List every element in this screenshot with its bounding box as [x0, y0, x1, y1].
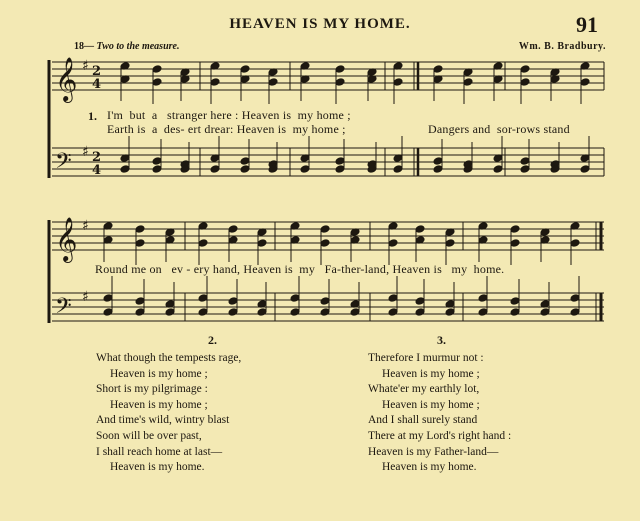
note-head	[335, 78, 345, 87]
note-head	[240, 65, 250, 74]
note-head	[510, 239, 520, 248]
page-number: 91	[576, 12, 598, 37]
treble-clef-icon: 𝄞	[55, 57, 78, 101]
note-head	[388, 294, 398, 303]
note-head	[415, 308, 425, 317]
note-head	[520, 78, 530, 87]
sharp-icon: ♯	[82, 289, 89, 305]
note-head	[320, 239, 330, 248]
note-head	[393, 78, 403, 87]
stanza-line: Heaven is my home ;	[110, 367, 208, 380]
lyrics-continuation: Dangers and sor-rows stand	[428, 122, 570, 136]
note-head	[198, 308, 208, 317]
stanza-2	[96, 351, 241, 476]
note-head	[433, 165, 443, 174]
stanza-line: There at my Lord's right hand :	[368, 429, 512, 442]
note-head	[210, 165, 220, 174]
note-head	[103, 294, 113, 303]
stanza-line: Short is my pilgrimage :	[96, 383, 208, 396]
note-head	[120, 165, 130, 174]
note-head	[520, 157, 530, 166]
treble-clef-icon: 𝄞	[55, 217, 78, 261]
note-head	[210, 78, 220, 87]
verse-number: 1.	[88, 109, 97, 123]
stanza-line: Heaven is my home.	[382, 461, 477, 474]
note-head	[388, 239, 398, 248]
page-title: HEAVEN IS MY HOME.	[229, 16, 411, 32]
note-head	[198, 294, 208, 303]
note-head	[335, 165, 345, 174]
composer-credit: Wm. B. Bradbury.	[518, 41, 606, 52]
lyrics-line-1: I'm but a stranger here : Heaven is my home ;	[107, 108, 351, 122]
lyrics-line-3: Round me on ev - ery hand, Heaven is my Fa-ther-land, Heaven is my home.	[95, 262, 505, 276]
note-head	[510, 225, 520, 234]
stanza-3	[368, 351, 511, 476]
bass-clef-icon: 𝄢	[55, 294, 72, 324]
note-head	[493, 165, 503, 174]
svg-text:2: 2	[92, 64, 102, 79]
stanza-3-number: 3.	[437, 333, 446, 347]
tempo-marking: Two to the measure.	[96, 41, 180, 52]
note-head	[335, 157, 345, 166]
note-head	[580, 165, 590, 174]
note-head	[228, 225, 238, 234]
note-head	[268, 78, 278, 87]
note-head	[240, 157, 250, 166]
note-head	[152, 157, 162, 166]
stanza-line: And I shall surely stand	[368, 414, 478, 427]
hymn-number: 18—	[74, 41, 94, 52]
stanza-line: Soon will be over past,	[96, 429, 202, 442]
note-head	[350, 308, 360, 317]
note-head	[520, 165, 530, 174]
note-head	[478, 294, 488, 303]
note-head	[478, 308, 488, 317]
note-head	[165, 308, 175, 317]
note-head	[257, 308, 267, 317]
note-head	[103, 308, 113, 317]
sharp-icon: ♯	[82, 144, 89, 160]
svg-text:2: 2	[92, 150, 102, 165]
note-head	[320, 225, 330, 234]
note-head	[135, 239, 145, 248]
stanza-line: Heaven is my Father-land—	[368, 445, 499, 458]
note-head	[510, 297, 520, 306]
lyrics-line-2: Earth is a des- ert drear: Heaven is my home ;	[107, 122, 346, 136]
note-head	[433, 65, 443, 74]
stanza-line: Heaven is my home ;	[382, 367, 480, 380]
note-head	[540, 308, 550, 317]
note-head	[198, 239, 208, 248]
bass-clef-icon: 𝄢	[55, 149, 72, 179]
stanza-line: Therefore I murmur not :	[368, 352, 484, 364]
note-head	[257, 239, 267, 248]
note-head	[580, 78, 590, 87]
stanza-line: Heaven is my home.	[110, 461, 205, 474]
stanza-line: Heaven is my home ;	[382, 398, 480, 411]
sharp-icon: ♯	[82, 58, 89, 74]
note-head	[510, 308, 520, 317]
note-head	[388, 308, 398, 317]
note-head	[520, 65, 530, 74]
note-head	[433, 157, 443, 166]
bass-staff-2	[52, 293, 604, 321]
stanza-line: What though the tempests rage,	[96, 352, 242, 364]
sharp-icon: ♯	[82, 218, 89, 234]
note-head	[320, 297, 330, 306]
note-head	[445, 239, 455, 248]
stanza-2-number: 2.	[208, 333, 217, 347]
note-head	[228, 308, 238, 317]
note-head	[290, 294, 300, 303]
note-head	[570, 294, 580, 303]
note-head	[415, 297, 425, 306]
note-head	[415, 225, 425, 234]
note-head	[135, 225, 145, 234]
note-head	[240, 165, 250, 174]
note-head	[152, 65, 162, 74]
stanza-line: I shall reach home at last—	[96, 445, 223, 458]
note-head	[570, 308, 580, 317]
note-head	[335, 65, 345, 74]
stanza-line: Whate'er my earthly lot,	[368, 383, 480, 396]
note-head	[463, 78, 473, 87]
note-head	[320, 308, 330, 317]
note-head	[393, 165, 403, 174]
note-head	[570, 239, 580, 248]
note-head	[290, 308, 300, 317]
note-head	[445, 308, 455, 317]
note-head	[135, 297, 145, 306]
svg-text:4: 4	[92, 77, 102, 92]
stanza-line: Heaven is my home ;	[110, 398, 208, 411]
note-head	[135, 308, 145, 317]
note-head	[152, 78, 162, 87]
note-head	[152, 165, 162, 174]
note-head	[228, 297, 238, 306]
note-head	[300, 165, 310, 174]
svg-text:4: 4	[92, 163, 102, 178]
stanza-line: And time's wild, wintry blast	[96, 414, 230, 427]
